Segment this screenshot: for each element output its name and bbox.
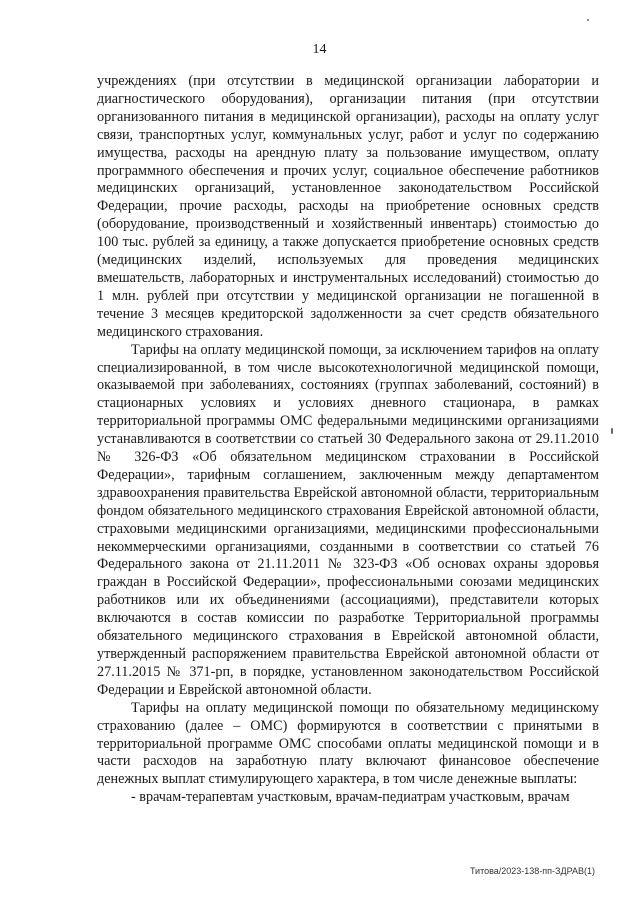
paragraph-oms-tariffs: Тарифы на оплату медицинской помощи по обязательному медицинскому страхованию (далее – ОМС) формируются в соответствии с принятыми в территориальной программе ОМС способами оплаты медицинской помощи и в части расходов на заработную плату включают финансовое обеспечение денежных выплат стимулирующего характера, в том числе денежные выплаты: — [97, 699, 599, 788]
scan-speck — [587, 19, 589, 21]
page-number: 14 — [312, 42, 327, 57]
document-body — [97, 73, 599, 807]
document-code: Титова/2023-138-пп-ЗДРАВ(1) — [469, 866, 595, 876]
paragraph-continuation: учреждениях (при отсутствии в медицинской организации лаборатории и диагностического оборудования), организации питания (при отсутствии организованного питания в медицинской организации), расходы на оплату услуг связи, транспортных услуг, коммунальных услуг, работ и услуг по содержанию имущества, расходы на арендную плату за пользование имуществом, оплату программного обеспечения и прочих услуг, социальное обеспечение работников медицинских организаций, установленное законодательством Российской Федерации, прочие расходы, расходы на приобретение основных средств (оборудование, производственный и хозяйственный инвентарь) стоимостью до 100 тыс. рублей за единицу, а также допускается приобретение основных средств (медицинских изделий, используемых для проведения медицинских вмешательств, лабораторных и инструментальных исследований) стоимостью до 1 млн. рублей при отсутствии у медицинской организации не погашенной в течение 3 месяцев кредиторской задолженности за счет средств обязательного медицинского страхования. — [97, 73, 599, 340]
paragraph-tariffs: Тарифы на оплату медицинской помощи, за исключением тарифов на оплату специализированной, в том числе высокотехнологичной медицинской помощи, оказываемой при заболеваниях, состояниях (группах заболеваний, состояний) в стационарных условиях и условиях дневного стационара, в рамках территориальной программы ОМС федеральными медицинскими организациями устанавливаются в соответствии со статьей 30 Федерального закона от 29.11.2010 № 326-ФЗ «Об обязательном медицинском страховании в Российской Федерации», тарифным соглашением, заключенным между департаментом здравоохранения правительства Еврейской автономной области, территориальным фондом обязательного медицинского страхования Еврейской автономной области, страховыми медицинскими организациями, медицинскими профессиональными некоммерческими организациями, созданными в соответствии со статьей 76 Федерального закона от 21.11.2011 № 323-ФЗ «Об основах охраны здоровья граждан в Российской Федерации», профессиональными союзами медицинских работников или их объединениями (ассоциациями), представители которых включаются в состав комиссии по разработке Территориальной программы обязательного медицинского страхования в Еврейской автономной области, утвержденный распоряжением правительства Еврейской автономной области от 27.11.2015 № 371-рп, в порядке, установленном законодательством Российской Федерации и Еврейской автономной области. — [97, 341, 599, 698]
list-item-physicians: - врачам-терапевтам участковым, врачам-педиатрам участковым, врачам — [131, 789, 570, 806]
scan-speck — [611, 428, 613, 434]
